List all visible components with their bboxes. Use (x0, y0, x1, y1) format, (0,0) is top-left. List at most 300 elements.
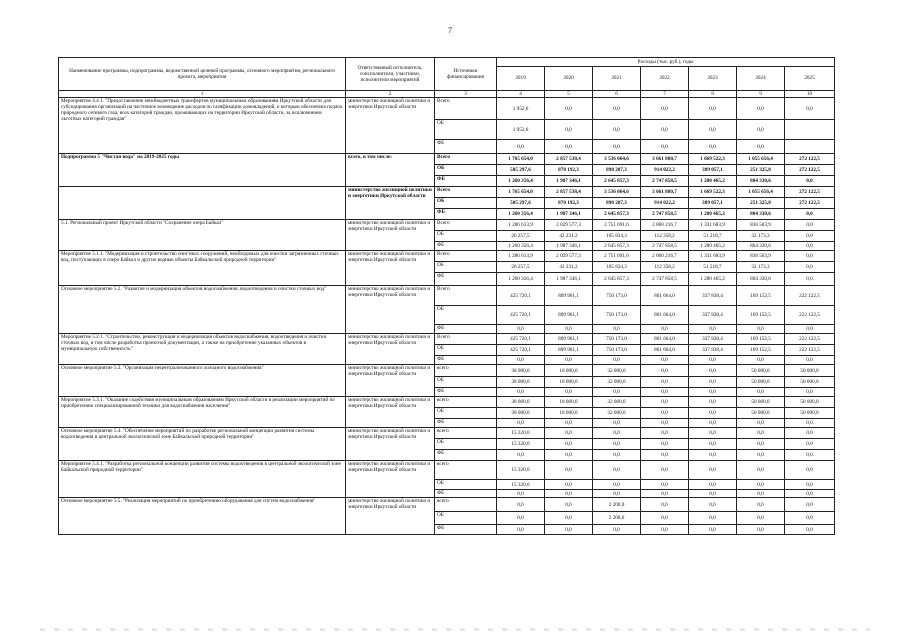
column-number: 2 (346, 91, 435, 98)
row-source: ФБ (435, 490, 497, 498)
value-cell: 0,0 (689, 498, 737, 512)
value-cell: 0,0 (689, 512, 737, 525)
value-cell: 809 961,1 (545, 286, 593, 306)
table-body (59, 98, 835, 535)
value-cell (785, 120, 835, 140)
value-cell (785, 140, 835, 154)
value-cell: 38 000,0 (497, 408, 545, 419)
value-cell: 0,0 (689, 140, 737, 154)
column-number: 1 (59, 91, 346, 98)
value-cell: 0,0 (689, 408, 737, 419)
row-source: Всего (435, 187, 497, 198)
value-cell: 0,0 (785, 490, 835, 498)
row-name: Мероприятие 5.4.1. "Разработка региональной концепции развития системы водоотведения в центральной экологической зоне Байкальской природной территории" (59, 461, 346, 498)
value-cell: 2 645 857,3 (593, 242, 641, 251)
row-source: всего (435, 365, 497, 377)
table-row (59, 428, 835, 439)
value-cell: 169 152,5 (737, 306, 785, 325)
value-cell: 809 961,1 (545, 345, 593, 356)
header-year: 2019 (497, 67, 545, 91)
value-cell: 1 280 465,2 (689, 209, 737, 220)
value-cell: 801 664,0 (641, 345, 689, 356)
value-cell: 18 000,0 (545, 377, 593, 388)
row-responsible: министерство жилищной политики и энергетики Иркутской области (346, 220, 435, 251)
value-cell: 0,0 (641, 98, 689, 120)
value-cell: 1 260 356,4 (497, 209, 545, 220)
value-cell: 0,0 (737, 480, 785, 490)
table-row (59, 334, 835, 345)
value-cell: 0,0 (785, 428, 835, 439)
value-cell: 50 000,0 (737, 397, 785, 408)
value-cell: 0,0 (785, 262, 835, 273)
value-cell: 2 747 858,5 (641, 242, 689, 251)
value-cell: 0,0 (689, 98, 737, 120)
column-number: 5 (545, 91, 593, 98)
value-cell: 0,0 (545, 498, 593, 512)
value-cell: 0,0 (593, 98, 641, 120)
table-row (59, 154, 835, 165)
value-cell: 750 173,0 (593, 334, 641, 345)
value-cell: 42 231,2 (545, 262, 593, 273)
value-cell: 890 207,3 (593, 165, 641, 176)
value-cell: 0,0 (785, 251, 835, 262)
value-cell: 0,0 (689, 356, 737, 365)
value-cell: 0,0 (737, 388, 785, 397)
value-cell: 15 320,0 (497, 480, 545, 490)
value-cell: 2 645 857,3 (593, 176, 641, 187)
value-cell: 169 152,5 (737, 345, 785, 356)
value-cell: 0,0 (641, 388, 689, 397)
value-cell: 51 218,7 (689, 231, 737, 242)
row-source: ФБ (435, 242, 497, 251)
value-cell: 51 218,7 (689, 262, 737, 273)
value-cell: 32 000,0 (593, 408, 641, 419)
value-cell: 836 503,9 (737, 251, 785, 262)
value-cell: 0,0 (785, 176, 835, 187)
table-header (59, 58, 835, 98)
value-cell: 0,0 (689, 388, 737, 397)
value-cell: 0,0 (497, 325, 545, 334)
value-cell: 804 330,6 (737, 176, 785, 187)
value-cell: 0,0 (545, 120, 593, 140)
value-cell: 2 860 216,7 (641, 251, 689, 262)
value-cell: 0,0 (593, 461, 641, 480)
value-cell: 272 122,5 (785, 198, 835, 209)
value-cell: 1 280 465,2 (689, 176, 737, 187)
row-responsible: министерство жилищной политики и энергетики Иркутской области (346, 286, 435, 334)
value-cell: 0,0 (737, 512, 785, 525)
value-cell: 0,0 (497, 450, 545, 461)
row-source: ФБ (435, 450, 497, 461)
header-name: Наименование программы, подпрограммы, ведомственной целевой программы, основного мероприятия, регионального проекта, мероприятия (59, 58, 346, 91)
value-cell: 0,0 (641, 377, 689, 388)
value-cell: 0,0 (737, 461, 785, 480)
value-cell: 1 987 346,1 (545, 242, 593, 251)
value-cell: 1 987 346,1 (545, 209, 593, 220)
value-cell: 0,0 (689, 365, 737, 377)
row-source: ОБ (435, 120, 497, 140)
value-cell: 50 000,0 (785, 365, 835, 377)
column-number: 10 (785, 91, 835, 98)
value-cell: 112 358,2 (641, 262, 689, 273)
value-cell: 0,0 (689, 490, 737, 498)
row-source: ФБ (435, 209, 497, 220)
table-row (59, 461, 835, 480)
value-cell: 0,0 (545, 490, 593, 498)
value-cell: 1 280 465,2 (689, 273, 737, 286)
value-cell: 337 838,4 (689, 345, 737, 356)
value-cell: 32 000,0 (593, 365, 641, 377)
value-cell: 50 000,0 (737, 377, 785, 388)
value-cell: 0,0 (593, 388, 641, 397)
value-cell: 1 055 656,4 (737, 154, 785, 165)
value-cell: 0,0 (497, 388, 545, 397)
value-cell: 0,0 (737, 98, 785, 120)
table-row (59, 251, 835, 262)
value-cell: 0,0 (641, 461, 689, 480)
value-cell: 0,0 (785, 512, 835, 525)
table-row (59, 98, 835, 120)
row-name: Мероприятие 4.4.1. "Предоставление межбюджетных трансфертов муниципальным образованиям Иркутской области для субсидирования организаций на частичное возмещение расходов по газификации домовладений, к которым обеспечена подача природного сетевого газа, всех категорий граждан, проживающих на территории Иркутской области, за исключением льготных категорий граждан" (59, 98, 346, 154)
value-cell: 0,0 (545, 140, 593, 154)
row-name (59, 187, 346, 220)
value-cell: 389 057,1 (689, 198, 737, 209)
row-source: ФБ (435, 176, 497, 187)
value-cell: 15 320,0 (497, 428, 545, 439)
value-cell: 15 320,0 (497, 461, 545, 480)
value-cell: 0,0 (737, 490, 785, 498)
row-responsible: министерство жилищной политики и энергетики Иркутской области (346, 365, 435, 397)
value-cell: 801 664,0 (641, 334, 689, 345)
value-cell: 0,0 (497, 498, 545, 512)
scan-artifact (40, 628, 870, 631)
value-cell: 0,0 (641, 120, 689, 140)
row-source: Всего (435, 286, 497, 306)
value-cell: 1 331 683,9 (689, 220, 737, 231)
value-cell: 26 257,5 (497, 262, 545, 273)
row-source: ФБ (435, 525, 497, 535)
header-year: 2022 (641, 67, 689, 91)
value-cell: 0,0 (785, 220, 835, 231)
value-cell: 0,0 (785, 356, 835, 365)
value-cell: 0,0 (785, 525, 835, 535)
column-number: 7 (641, 91, 689, 98)
row-source: всего (435, 461, 497, 480)
value-cell: 0,0 (689, 428, 737, 439)
value-cell: 0,0 (545, 450, 593, 461)
value-cell: 105 834,3 (593, 231, 641, 242)
table-row (59, 397, 835, 408)
value-cell: 0,0 (737, 450, 785, 461)
value-cell: 222 122,5 (785, 334, 835, 345)
column-number: 6 (593, 91, 641, 98)
row-source: ОБ (435, 306, 497, 325)
value-cell: 0,0 (593, 120, 641, 140)
value-cell: 0,0 (689, 377, 737, 388)
row-responsible: министерство жилищной политики и энергетики Иркутской области (346, 498, 435, 535)
value-cell: 914 022,2 (641, 198, 689, 209)
value-cell: 0,0 (737, 140, 785, 154)
value-cell: 0,0 (641, 419, 689, 428)
value-cell: 42 231,2 (545, 231, 593, 242)
value-cell: 425 720,1 (497, 345, 545, 356)
value-cell: 1 260 356,4 (497, 176, 545, 187)
value-cell: 18 000,0 (545, 365, 593, 377)
value-cell: 0,0 (689, 525, 737, 535)
value-cell: 0,0 (497, 419, 545, 428)
value-cell: 0,0 (641, 356, 689, 365)
value-cell: 0,0 (689, 325, 737, 334)
value-cell: 0,0 (737, 325, 785, 334)
value-cell: 3 661 880,7 (641, 187, 689, 198)
row-name: Основное мероприятие 5.4. "Обеспечение мероприятий по разработке региональной концепции развития системы водоотведения в центральной экологической зоне Байкальской природной территории" (59, 428, 346, 461)
value-cell: 0,0 (545, 388, 593, 397)
row-source: ФБ (435, 325, 497, 334)
column-number: 4 (497, 91, 545, 98)
value-cell: 1 952,6 (497, 98, 545, 120)
header-expenses: Расходы (тыс. руб.), годы (497, 58, 835, 67)
value-cell: 0,0 (641, 140, 689, 154)
row-name: Основное мероприятие 5.3. "Организация нецентрализованного холодного водоснабжения" (59, 365, 346, 397)
value-cell: 1 286 613,9 (497, 220, 545, 231)
value-cell: 0,0 (689, 397, 737, 408)
value-cell: 0,0 (689, 120, 737, 140)
value-cell: 870 192,3 (545, 165, 593, 176)
row-responsible: министерство жилищной политики и энергетики Иркутской области (346, 428, 435, 461)
value-cell: 1 260 356,4 (497, 242, 545, 251)
value-cell: 1 260 356,4 (497, 273, 545, 286)
column-number: 3 (435, 91, 497, 98)
value-cell: 0,0 (593, 439, 641, 450)
value-cell: 389 057,1 (689, 165, 737, 176)
value-cell: 15 320,0 (497, 439, 545, 450)
row-source: ФБ (435, 388, 497, 397)
value-cell: 0,0 (737, 439, 785, 450)
column-number: 9 (737, 91, 785, 98)
value-cell: 804 330,6 (737, 209, 785, 220)
value-cell: 0,0 (545, 525, 593, 535)
value-cell: 50 000,0 (785, 377, 835, 388)
value-cell: 0,0 (785, 325, 835, 334)
value-cell: 0,0 (593, 450, 641, 461)
row-source: Всего (435, 251, 497, 262)
value-cell: 1 952,6 (497, 120, 545, 140)
value-cell: 0,0 (785, 450, 835, 461)
value-cell: 505 297,6 (497, 165, 545, 176)
value-cell: 0,0 (641, 490, 689, 498)
value-cell: 0,0 (641, 325, 689, 334)
value-cell: 337 838,4 (689, 286, 737, 306)
header-year: 2020 (545, 67, 593, 91)
value-cell: 1 331 683,9 (689, 251, 737, 262)
value-cell: 2 029 577,3 (545, 251, 593, 262)
value-cell: 0,0 (785, 480, 835, 490)
header-year: 2023 (689, 67, 737, 91)
value-cell: 337 838,4 (689, 334, 737, 345)
value-cell: 337 838,4 (689, 306, 737, 325)
value-cell: 750 173,0 (593, 306, 641, 325)
value-cell: 169 152,5 (737, 286, 785, 306)
value-cell: 2 200,0 (593, 512, 641, 525)
value-cell: 0,0 (689, 461, 737, 480)
value-cell: 112 358,2 (641, 231, 689, 242)
value-cell: 0,0 (785, 498, 835, 512)
value-cell: 0,0 (689, 480, 737, 490)
value-cell: 0,0 (593, 428, 641, 439)
value-cell: 0,0 (785, 439, 835, 450)
value-cell: 809 961,1 (545, 334, 593, 345)
value-cell: 50 000,0 (737, 365, 785, 377)
value-cell: 0,0 (593, 480, 641, 490)
value-cell: 2 751 691,6 (593, 220, 641, 231)
row-name: Подпрограмма 5 "Чистая вода" на 2019-2025 годы (59, 154, 346, 187)
budget-table (58, 57, 835, 535)
header-sources: Источники финансирования (435, 58, 497, 91)
value-cell: 0,0 (641, 450, 689, 461)
value-cell: 0,0 (641, 498, 689, 512)
value-cell: 0,0 (641, 525, 689, 535)
value-cell: 0,0 (641, 408, 689, 419)
value-cell: 169 152,5 (737, 334, 785, 345)
value-cell: 1 669 522,3 (689, 187, 737, 198)
row-source: ОБ (435, 231, 497, 242)
value-cell: 26 257,5 (497, 231, 545, 242)
value-cell: 801 664,0 (641, 306, 689, 325)
row-source: Всего (435, 154, 497, 165)
value-cell: 0,0 (545, 419, 593, 428)
value-cell: 32 173,3 (737, 262, 785, 273)
row-responsible: министерство жилищной политики и энергетики Иркутской области (346, 397, 435, 428)
value-cell: 251 325,8 (737, 165, 785, 176)
value-cell: 0,0 (689, 450, 737, 461)
value-cell: 0,0 (545, 428, 593, 439)
value-cell: 0,0 (497, 525, 545, 535)
value-cell: 425 720,1 (497, 306, 545, 325)
value-cell: 272 122,5 (785, 154, 835, 165)
value-cell: 0,0 (785, 273, 835, 286)
value-cell: 0,0 (545, 480, 593, 490)
row-source: ФБ (435, 419, 497, 428)
value-cell: 0,0 (641, 512, 689, 525)
row-responsible: министерство жилищной политики и энергетики Иркутской области (346, 461, 435, 498)
value-cell: 0,0 (785, 231, 835, 242)
value-cell: 2 747 858,5 (641, 209, 689, 220)
value-cell: 0,0 (737, 498, 785, 512)
value-cell: 0,0 (785, 242, 835, 251)
row-source: ОБ (435, 198, 497, 209)
value-cell: 0,0 (497, 356, 545, 365)
value-cell: 3 536 064,6 (593, 187, 641, 198)
value-cell: 0,0 (689, 439, 737, 450)
value-cell: 32 173,3 (737, 231, 785, 242)
table-row (59, 220, 835, 231)
row-source: ОБ (435, 408, 497, 419)
row-source: ОБ (435, 345, 497, 356)
value-cell: 2 200,0 (593, 498, 641, 512)
value-cell: 870 192,3 (545, 198, 593, 209)
value-cell: 836 503,9 (737, 220, 785, 231)
value-cell: 750 173,0 (593, 286, 641, 306)
value-cell: 3 661 880,7 (641, 154, 689, 165)
value-cell: 50 000,0 (785, 408, 835, 419)
value-cell: 750 173,0 (593, 345, 641, 356)
value-cell: 0,0 (641, 439, 689, 450)
value-cell: 0,0 (785, 98, 835, 120)
row-name: Мероприятие 5.3.1. "Оказание содействия муниципальным образованиям Иркутской области в реализации мероприятий по приобретению специализированной техники для водоснабжения населения" (59, 397, 346, 428)
value-cell: 0,0 (785, 209, 835, 220)
value-cell: 425 720,1 (497, 334, 545, 345)
value-cell: 272 122,5 (785, 165, 835, 176)
value-cell: 222 122,5 (785, 345, 835, 356)
value-cell: 222 122,5 (785, 306, 835, 325)
row-source: всего (435, 397, 497, 408)
table-row (59, 187, 835, 198)
value-cell: 50 000,0 (737, 408, 785, 419)
row-responsible: всего, в том числе: (346, 154, 435, 187)
value-cell: 38 000,0 (497, 365, 545, 377)
value-cell: 1 055 656,4 (737, 187, 785, 198)
row-responsible: министерство жилищной политики и энергетики Иркутской области (346, 187, 435, 220)
row-source: ОБ (435, 439, 497, 450)
value-cell: 0,0 (545, 356, 593, 365)
row-responsible: министерство жилищной политики и энергетики Иркутской области (346, 251, 435, 286)
value-cell: 801 664,0 (641, 286, 689, 306)
value-cell: 0,0 (497, 140, 545, 154)
value-cell: 505 297,6 (497, 198, 545, 209)
value-cell: 890 207,3 (593, 198, 641, 209)
value-cell: 0,0 (545, 98, 593, 120)
value-cell: 0,0 (593, 419, 641, 428)
value-cell: 0,0 (737, 419, 785, 428)
value-cell: 0,0 (785, 461, 835, 480)
value-cell: 804 330,6 (737, 273, 785, 286)
value-cell: 251 325,8 (737, 198, 785, 209)
value-cell: 0,0 (641, 365, 689, 377)
row-source: ОБ (435, 165, 497, 176)
value-cell: 0,0 (545, 461, 593, 480)
value-cell: 0,0 (545, 325, 593, 334)
header-year: 2021 (593, 67, 641, 91)
row-source: ФБ (435, 140, 497, 154)
value-cell: 0,0 (689, 419, 737, 428)
value-cell: 2 751 691,6 (593, 251, 641, 262)
value-cell: 2 747 858,5 (641, 273, 689, 286)
row-source: всего (435, 498, 497, 512)
row-name: 5.1. Региональный проект Иркутской области "Сохранение озера Байкал" (59, 220, 346, 251)
row-source: ОБ (435, 480, 497, 490)
row-source: ФБ (435, 356, 497, 365)
value-cell: 2 857 538,4 (545, 154, 593, 165)
row-source: всего (435, 428, 497, 439)
value-cell: 2 857 538,4 (545, 187, 593, 198)
value-cell: 0,0 (593, 525, 641, 535)
value-cell: 0,0 (545, 439, 593, 450)
value-cell: 18 000,0 (545, 397, 593, 408)
row-name: Основное мероприятие 5.2. "Развитие и модернизация объектов водоснабжения, водоотведения и очистки сточных вод" (59, 286, 346, 334)
row-name: Мероприятие 5.2.1. "Строительство, реконструкция и модернизация объектов водоснабжения, водоотведения и очистки сточных вод, в том числе разработка проектной документации, а также на приобретение указанных объектов в муниципальную собственность" (59, 334, 346, 365)
value-cell: 18 000,0 (545, 408, 593, 419)
value-cell: 222 122,5 (785, 286, 835, 306)
value-cell: 2 645 857,3 (593, 209, 641, 220)
value-cell: 0,0 (593, 325, 641, 334)
row-source: Всего (435, 334, 497, 345)
value-cell: 1 280 465,2 (689, 242, 737, 251)
value-cell: 2 747 858,5 (641, 176, 689, 187)
header-year: 2024 (737, 67, 785, 91)
value-cell: 2 860 216,7 (641, 220, 689, 231)
value-cell: 0,0 (737, 525, 785, 535)
value-cell: 0,0 (593, 356, 641, 365)
